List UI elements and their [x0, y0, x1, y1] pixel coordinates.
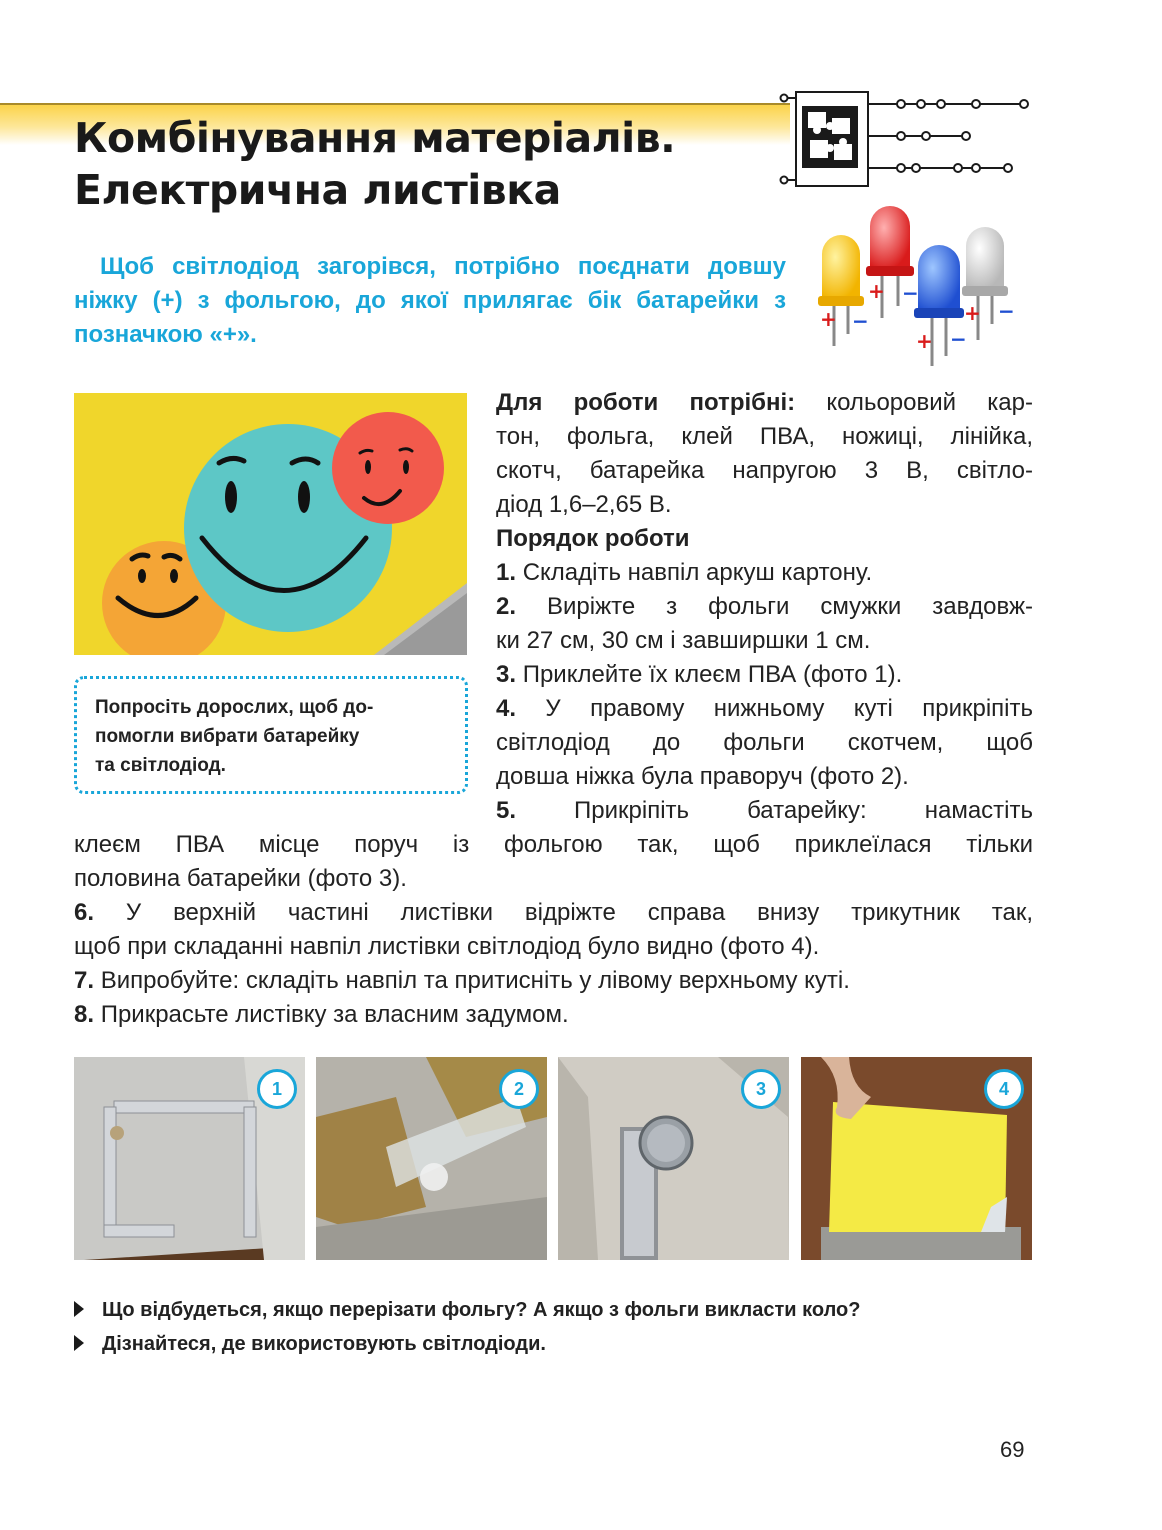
- question-1: Що відбудеться, якщо перерізати фольгу? А якщо з фольги викласти коло?: [74, 1295, 1044, 1325]
- materials-label: Для роботи потрібні:: [496, 389, 796, 416]
- step-4: 4. У правому нижньому куті прикріпіть світлодіод до фольги скотчем, щоб довша ніжка була праворуч (фото 2).: [496, 695, 1033, 790]
- led-minus-blue: −: [950, 327, 967, 351]
- photo-4: [801, 1057, 1032, 1260]
- photo-3-badge: 3: [741, 1069, 781, 1109]
- step-7: 7. Випробуйте: складіть навпіл та притисніть у лівому верхньому куті.: [74, 967, 850, 994]
- triangle-bullet-icon: [74, 1301, 84, 1317]
- led-plus-red: +: [868, 279, 885, 303]
- note-line-2: помогли вибрати батарейку: [95, 726, 360, 747]
- step-6: 6. У верхній частині листівки відріжте справа внизу трикутник так, щоб при складанні навпіл листівки світлодіод було видно (фото 4).: [74, 899, 1033, 960]
- led-illustration: [812, 206, 1032, 374]
- step-5-line-1: 5. Прикріпіть батарейку: намастіть: [496, 797, 1033, 824]
- led-plus-white: +: [964, 301, 981, 325]
- led-plus-blue: +: [916, 329, 933, 353]
- photo-2-badge: 2: [499, 1069, 539, 1109]
- note-line-1: Попросіть дорослих, щоб до-: [95, 697, 374, 718]
- card-photo: [74, 393, 467, 655]
- title-line-1: Комбінування матеріалів.: [74, 114, 676, 162]
- photo-4-badge: 4: [984, 1069, 1024, 1109]
- led-plus-yellow: +: [820, 307, 837, 331]
- photo-2: [316, 1057, 547, 1260]
- note-line-3: та світлодіод.: [95, 755, 226, 776]
- led-minus-white: −: [998, 299, 1015, 323]
- step-5-continued: клеєм ПВА місце поруч із фольгою так, щоб приклеїлася тільки половина батарейки (фото 3).: [74, 831, 1033, 892]
- page-title: [74, 112, 794, 216]
- smiley-card-image: [74, 393, 467, 655]
- intro-text: Щоб світлодіод загорівся, потрібно поєднати довшу ніжку (+) з фольгою, до якої прилягає бік батарейки з позначкою «+».: [74, 253, 786, 348]
- triangle-bullet-icon: [74, 1335, 84, 1351]
- led-minus-red: −: [902, 281, 919, 305]
- materials-paragraph: Для роботи потрібні: кольоровий кар- тон, фольга, клей ПВА, ножиці, лінійка, скотч, батарейка напругою 3 В, світло- діод 1,6–2,65 В.: [496, 389, 1033, 518]
- step-1: 1. Складіть навпіл аркуш картону.: [496, 559, 873, 586]
- photo-3: [558, 1057, 789, 1260]
- step-2: 2. Виріжте з фольги смужки завдовж- ки 27 см, 30 см і завширшки 1 см.: [496, 593, 1033, 654]
- title-line-2: Електрична листівка: [74, 166, 561, 214]
- step-8: 8. Прикрасьте листівку за власним задумом.: [74, 1001, 569, 1028]
- page-number: 69: [1000, 1437, 1025, 1462]
- photo-1: [74, 1057, 305, 1260]
- step-3: 3. Приклейте їх клеєм ПВА (фото 1).: [496, 661, 903, 688]
- adult-help-note: [74, 676, 468, 794]
- puzzle-circuit-icon: [776, 84, 1036, 194]
- led-minus-yellow: −: [852, 309, 869, 333]
- photo-1-badge: 1: [257, 1069, 297, 1109]
- question-2: Дізнайтеся, де використовують світлодіоди.: [74, 1329, 1044, 1359]
- procedure-title: Порядок роботи: [496, 525, 690, 552]
